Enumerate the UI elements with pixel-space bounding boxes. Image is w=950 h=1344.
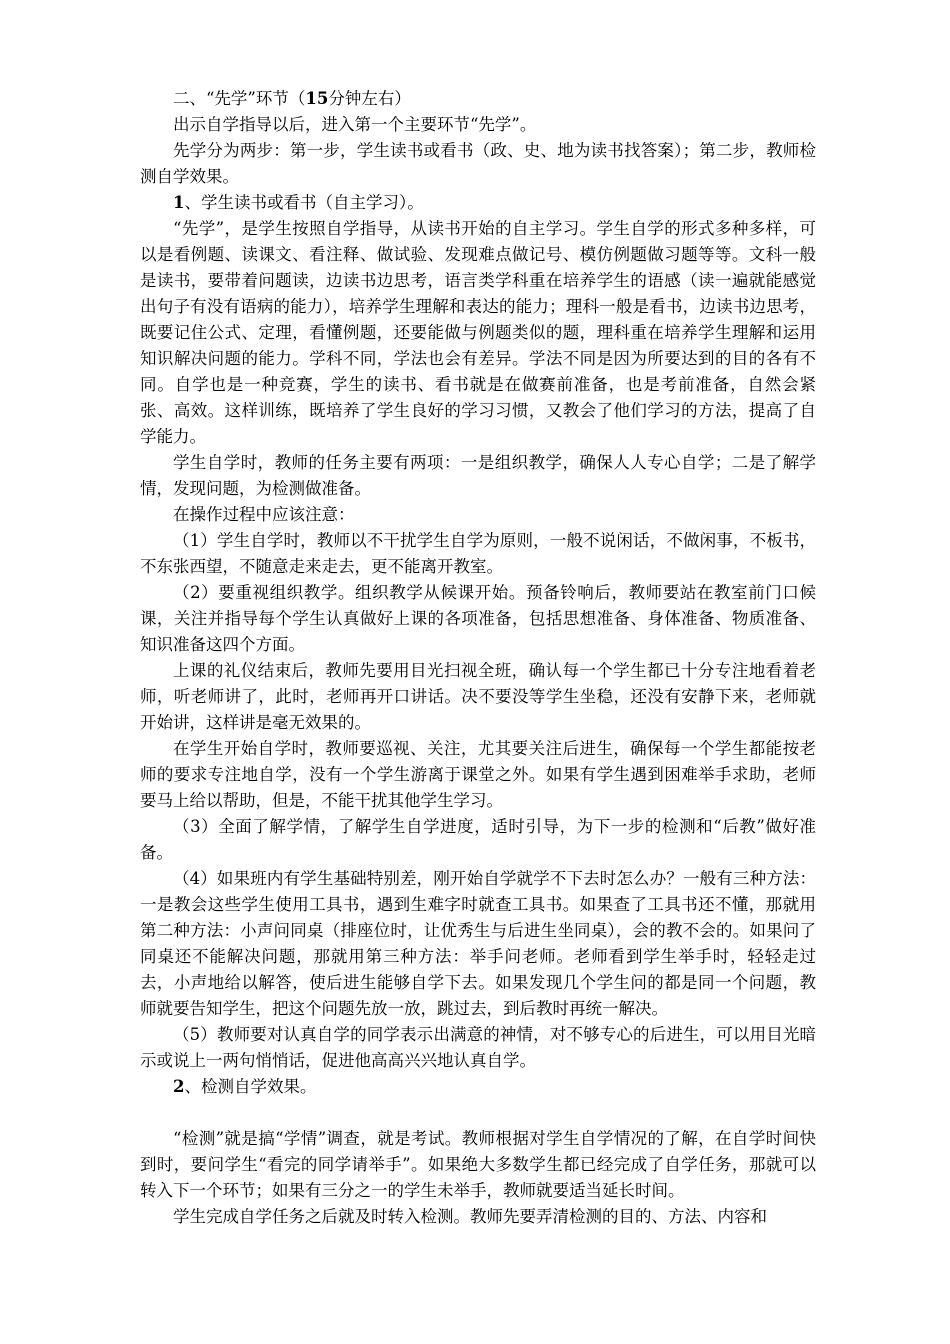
document-body: [140, 86, 816, 1230]
section-heading: [140, 86, 816, 112]
paragraph-notes-intro: 在操作过程中应该注意：: [173, 505, 355, 524]
subheading-2-number: 2: [173, 1077, 185, 1096]
paragraph-intro: 出示自学指导以后，进入第一个主要环节“先学”。: [173, 115, 537, 134]
subheading-2: [140, 1074, 816, 1100]
paragraph-note-2: （2）要重视组织教学。组织教学从候课开始。预备铃响后，教师要站在教室前门口候课，关注并指导每个学生认真做好上课的各项准备，包括思想准备、身体准备、物质准备、知识准备这四个方面。: [140, 583, 816, 654]
paragraph-etiquette: 上课的礼仪结束后，教师先要用目光扫视全班，确认每一个学生都已十分专注地看着老师，听老师讲了，此时，老师再开口讲话。决不要没等学生坐稳，还没有安静下来，老师就开始讲，这样讲是毫无效果的。: [140, 661, 816, 732]
paragraph-two-steps: 先学分为两步：第一步，学生读书或看书（政、史、地为读书找答案）；第二步，教师检测自学效果。: [140, 141, 816, 186]
paragraph-patrol: 在学生开始自学时，教师要巡视、关注，尤其要关注后进生，确保每一个学生都能按老师的要求专注地自学，没有一个学生游离于课堂之外。如果有学生遇到困难举手求助，老师要马上给以帮助，但是，不能干扰其他学生学习。: [140, 739, 816, 810]
subheading-1-text: 、学生读书或看书（自主学习）。: [184, 193, 424, 212]
paragraph-note-3: （3）全面了解学情，了解学生自学进度，适时引导，为下一步的检测和“后教”做好准备。: [140, 817, 816, 862]
subheading-1-number: 1: [173, 193, 185, 212]
paragraph-note-4: （4）如果班内有学生基础特别差，刚开始自学就学不下去时怎么办？一般有三种方法：一是教会这些学生使用工具书，遇到生难字时就查工具书。如果查了工具书还不懂，那就用第二种方法：小声问同桌（排座位时，让优秀生与后进生坐同桌），会的教不会的。如果问了同桌还不能解决问题，那就用第三种方法：举手问老师。老师看到学生举手时，轻轻走过去，小声地给以解答，使后进生能够自学下去。如果发现几个学生问的都是同一个问题，教师就要告知学生，把这个问题先放一放，跳过去，到后教时再统一解决。: [140, 869, 816, 1018]
paragraph-note-5: （5）教师要对认真自学的同学表示出满意的神情，对不够专心的后进生，可以用目光暗示或说上一两句悄悄话，促进他高高兴兴地认真自学。: [140, 1025, 816, 1070]
subheading-1: [140, 190, 816, 216]
paragraph-note-1: （1）学生自学时，教师以不干扰学生自学为原则，一般不说闲话，不做闲事，不板书，不东张西望，不随意走来走去，更不能离开教室。: [140, 531, 816, 576]
subheading-2-text: 、检测自学效果。: [184, 1077, 317, 1096]
section-heading-suffix: 分钟左右）: [328, 89, 411, 108]
paragraph-self-study: “先学”，是学生按照自学指导，从读书开始的自主学习。学生自学的形式多种多样，可以是看例题、读课文、看注释、做试验、发现难点做记号、模仿例题做习题等等。文科一般是读书，要带着问题读，边读书边思考，语言类学科重在培养学生的语感（读一遍就能感觉出句子有没有语病的能力），培养学生理解和表达的能力；理科一般是看书，边读书边思考，既要记住公式、定理，看懂例题，还要能做与例题类似的题，理科重在培养学生理解和运用知识解决问题的能力。学科不同，学法也会有差异。学法不同是因为所要达到的目的各有不同。自学也是一种竞赛，学生的读书、看书就是在做赛前准备，也是考前准备，自然会紧张、高效。这样训练，既培养了学生良好的学习习惯，又教会了他们学习的方法，提高了自学能力。: [140, 219, 816, 446]
paragraph-teacher-tasks: 学生自学时，教师的任务主要有两项：一是组织教学，确保人人专心自学；二是了解学情，发现问题，为检测做准备。: [140, 453, 816, 498]
paragraph-transition: 学生完成自学任务之后就及时转入检测。教师先要弄清检测的目的、方法、内容和: [173, 1207, 767, 1226]
paragraph-detection: “检测”就是搞“学情”调查，就是考试。教师根据对学生自学情况的了解，在自学时间快到时，要问学生“看完的同学请举手”。如果绝大多数学生都已经完成了自学任务，那就可以转入下一个环节；如果有三分之一的学生未举手，教师就要适当延长时间。: [140, 1129, 816, 1200]
section-heading-minutes: 15: [305, 89, 329, 108]
section-heading-prefix: 二、“先学”环节（: [173, 89, 306, 108]
